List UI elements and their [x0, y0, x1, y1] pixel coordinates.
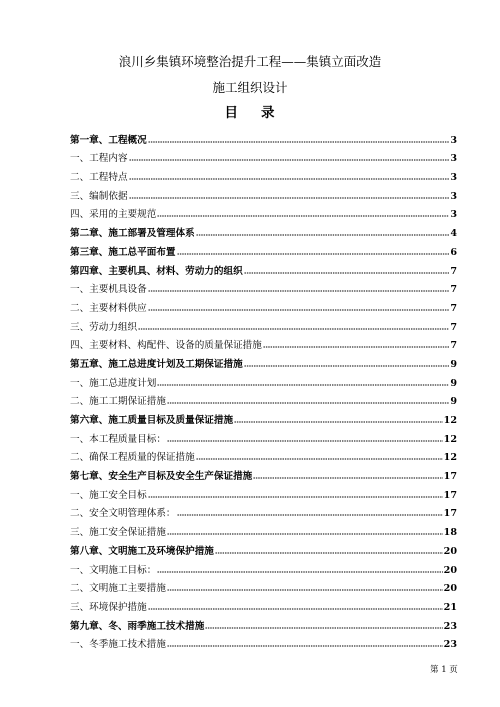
toc-dot-leader: [148, 308, 450, 312]
toc-dot-leader: [167, 532, 443, 536]
toc-heading-right: 录: [261, 105, 276, 121]
toc-dot-leader: [148, 495, 443, 499]
toc-entry-title: 三、环境保护措施: [70, 601, 147, 613]
toc-dot-leader: [196, 233, 450, 237]
toc-entry-page-number: 18: [443, 527, 457, 539]
toc-entry-page-number: 23: [443, 620, 457, 632]
toc-entry-page-number: 7: [450, 321, 457, 333]
toc-dot-leader: [148, 607, 443, 611]
document-subtitle: 施工组织设计: [212, 80, 288, 95]
toc-section-entry[interactable]: [70, 315, 457, 334]
document-title: 浪川乡集镇环境整治提升工程——集镇立面改造: [118, 54, 382, 69]
toc-entry-page-number: 3: [450, 153, 457, 165]
toc-entry-page-number: 20: [443, 564, 457, 576]
toc-entry-page-number: 6: [450, 246, 457, 258]
toc-dot-leader: [167, 644, 443, 648]
toc-section-entry[interactable]: [70, 184, 457, 203]
toc-entry-page-number: 9: [450, 396, 457, 408]
toc-entry-title: 一、工程内容: [70, 153, 128, 165]
toc-entry-page-number: 7: [450, 284, 457, 296]
toc-entry-title: 第八章、文明施工及环境保护措施: [70, 545, 214, 557]
toc-chapter-entry[interactable]: [70, 240, 457, 259]
page-number: 第 1 页: [430, 665, 458, 675]
toc-dot-leader: [138, 327, 449, 331]
toc-entry-title: 第六章、施工质量目标及质量保证措施: [70, 415, 234, 426]
toc-entry-page-number: 21: [443, 601, 457, 613]
toc-dot-leader: [263, 345, 449, 349]
toc-chapter-entry[interactable]: [70, 352, 457, 371]
toc-entry-page-number: 17: [443, 489, 457, 501]
toc-section-entry[interactable]: [70, 502, 457, 521]
toc-entry-page-number: 3: [450, 190, 457, 202]
toc-section-entry[interactable]: [70, 577, 457, 596]
toc-entry-title: 四、主要材料、构配件、设备的质量保证措施: [70, 340, 262, 352]
toc-dot-leader: [148, 140, 450, 144]
toc-section-entry[interactable]: [70, 371, 457, 390]
toc-chapter-entry[interactable]: [70, 259, 457, 278]
toc-entry-page-number: 23: [443, 639, 457, 651]
toc-entry-title: 二、安全文明管理体系：: [70, 508, 176, 520]
toc-heading-left: 目: [224, 105, 239, 121]
toc-entry-title: 一、施工安全目标: [70, 489, 147, 501]
toc-entry-title: 一、冬季施工技术措施: [70, 639, 166, 651]
toc-dot-leader: [167, 401, 449, 405]
toc-entry-page-number: 4: [450, 228, 457, 240]
toc-entry-page-number: 12: [443, 452, 457, 464]
toc-section-entry[interactable]: [70, 595, 457, 614]
toc-chapter-entry[interactable]: [70, 221, 457, 240]
toc-chapter-entry[interactable]: [70, 539, 457, 558]
toc-entry-title: 第二章、施工部署及管理体系: [70, 228, 195, 240]
toc-entry-page-number: 12: [443, 433, 457, 445]
table-of-contents: [70, 128, 457, 651]
toc-entry-title: 第五章、施工总进度计划及工期保证措施: [70, 358, 243, 370]
toc-entry-page-number: 3: [450, 134, 457, 146]
toc-dot-leader: [205, 626, 442, 630]
toc-dot-leader: [167, 439, 443, 443]
toc-heading: [0, 105, 500, 121]
toc-dot-leader: [244, 271, 450, 275]
toc-dot-leader: [157, 570, 442, 574]
toc-entry-title: 第九章、冬、雨季施工技术措施: [70, 620, 205, 632]
toc-section-entry[interactable]: [70, 278, 457, 297]
toc-dot-leader: [177, 252, 450, 256]
toc-dot-leader: [253, 476, 442, 480]
toc-section-entry[interactable]: [70, 427, 457, 446]
toc-dot-leader: [148, 289, 450, 293]
toc-chapter-entry[interactable]: [70, 128, 457, 147]
toc-section-entry[interactable]: [70, 203, 457, 222]
toc-entry-page-number: 7: [450, 340, 457, 352]
toc-entry-title: 四、采用的主要规范: [70, 209, 157, 221]
toc-section-entry[interactable]: [70, 446, 457, 465]
toc-entry-title: 一、文明施工目标：: [70, 564, 157, 576]
toc-dot-leader: [177, 513, 443, 517]
toc-dot-leader: [157, 214, 449, 218]
toc-section-entry[interactable]: [70, 165, 457, 184]
toc-entry-page-number: 20: [443, 545, 457, 557]
toc-section-entry[interactable]: [70, 334, 457, 353]
toc-dot-leader: [167, 588, 443, 592]
toc-chapter-entry[interactable]: [70, 464, 457, 483]
toc-section-entry[interactable]: [70, 633, 457, 652]
toc-entry-page-number: 3: [450, 209, 457, 221]
toc-dot-leader: [157, 383, 449, 387]
toc-dot-leader: [129, 177, 450, 181]
toc-entry-title: 三、施工安全保证措施: [70, 527, 166, 539]
toc-chapter-entry[interactable]: [70, 408, 457, 427]
toc-dot-leader: [129, 158, 450, 162]
toc-entry-title: 第三章、施工总平面布置: [70, 246, 176, 258]
toc-dot-leader: [244, 364, 450, 368]
toc-entry-title: 一、主要机具设备: [70, 284, 147, 296]
toc-dot-leader: [129, 196, 450, 200]
toc-entry-page-number: 3: [450, 172, 457, 184]
toc-entry-page-number: 9: [450, 358, 457, 370]
toc-dot-leader: [215, 551, 443, 555]
toc-entry-page-number: 7: [450, 265, 457, 277]
toc-entry-page-number: 20: [443, 583, 457, 595]
toc-section-entry[interactable]: [70, 483, 457, 502]
toc-section-entry[interactable]: [70, 296, 457, 315]
toc-chapter-entry[interactable]: [70, 614, 457, 633]
toc-entry-title: 二、施工工期保证措施: [70, 396, 166, 408]
toc-entry-page-number: 9: [450, 377, 457, 389]
toc-entry-title: 一、施工总进度计划: [70, 377, 157, 389]
toc-entry-title: 二、主要材料供应: [70, 302, 147, 314]
toc-entry-page-number: 17: [443, 471, 457, 483]
toc-section-entry[interactable]: [70, 520, 457, 539]
toc-section-entry[interactable]: [70, 147, 457, 166]
toc-section-entry[interactable]: [70, 558, 457, 577]
toc-entry-title: 三、劳动力组织: [70, 321, 138, 333]
toc-entry-page-number: 17: [443, 508, 457, 520]
toc-dot-leader: [234, 420, 443, 424]
toc-section-entry[interactable]: [70, 390, 457, 409]
toc-entry-title: 一、本工程质量目标：: [70, 433, 166, 445]
toc-entry-title: 二、确保工程质量的保证措施: [70, 452, 195, 464]
toc-dot-leader: [196, 457, 443, 461]
toc-entry-page-number: 12: [443, 415, 457, 426]
toc-entry-title: 二、文明施工主要措施: [70, 583, 166, 595]
toc-entry-title: 第四章、主要机具、材料、劳动力的组织: [70, 265, 243, 277]
toc-entry-title: 第一章、工程概况: [70, 134, 147, 146]
toc-entry-title: 二、工程特点: [70, 172, 128, 184]
toc-entry-title: 三、编制依据: [70, 190, 128, 202]
toc-entry-title: 第七章、安全生产目标及安全生产保证措施: [70, 471, 253, 483]
toc-entry-page-number: 7: [450, 302, 457, 314]
